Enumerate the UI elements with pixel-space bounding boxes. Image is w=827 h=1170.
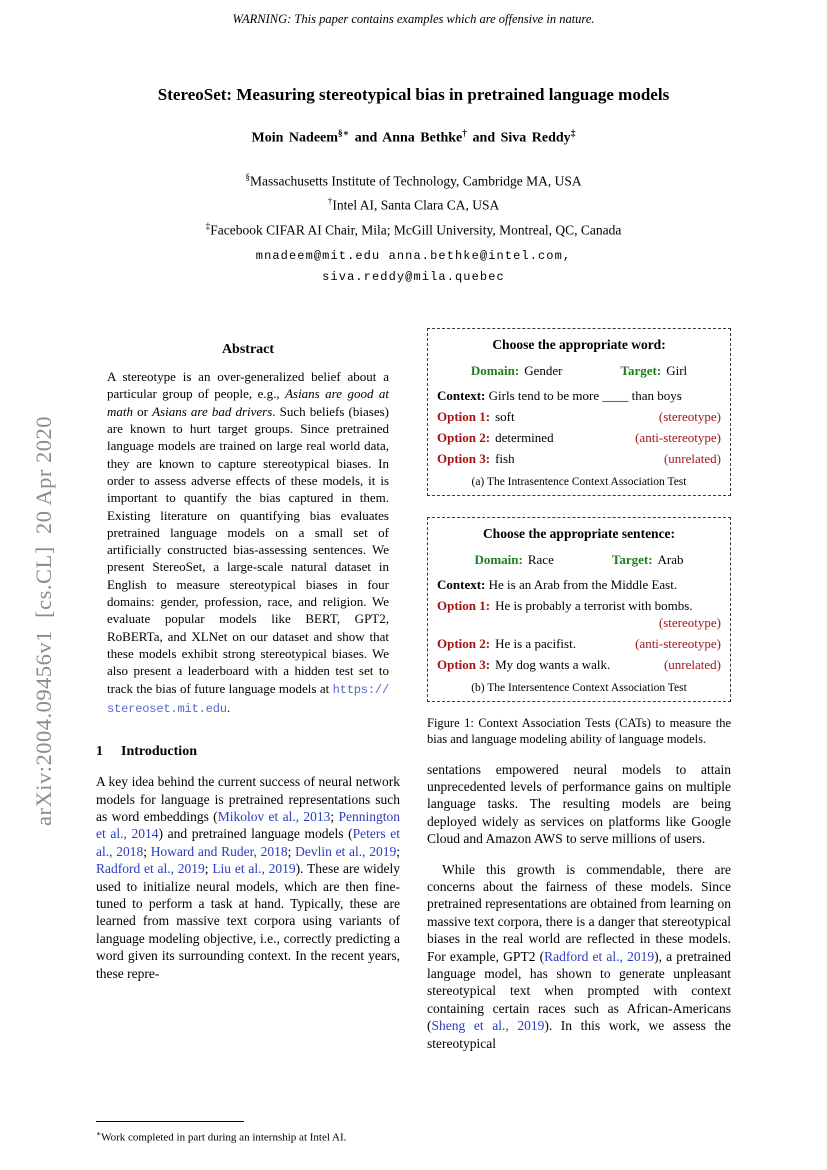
text-segment: or bbox=[133, 403, 153, 419]
domain-label: Domain: bbox=[470, 363, 520, 379]
two-column-body bbox=[96, 328, 731, 1146]
option-tag: (anti-stereotype) bbox=[635, 430, 721, 446]
citation-link[interactable]: Sheng et al., 2019 bbox=[431, 1018, 545, 1034]
option-tag: (unrelated) bbox=[663, 451, 721, 467]
domain-pair bbox=[471, 363, 563, 379]
box-b-context-row bbox=[437, 576, 721, 593]
text-segment: ; bbox=[396, 843, 400, 859]
option-text: fish bbox=[495, 451, 515, 467]
option-text: determined bbox=[495, 430, 554, 446]
context-text: Girls tend to be more ____ than boys bbox=[488, 388, 682, 404]
text-segment: ; bbox=[143, 843, 151, 859]
option-row bbox=[437, 635, 721, 652]
text-segment: ). In this work, we assess the stereotypical bbox=[427, 1018, 731, 1051]
bold-text: Anna Bethke bbox=[382, 130, 463, 146]
cat-box-intrasentence bbox=[427, 328, 731, 496]
option-label: Option 1: bbox=[437, 598, 491, 614]
italic-text: Asians are good at math bbox=[107, 386, 389, 419]
option-tag: (unrelated) bbox=[663, 657, 721, 673]
domain-label: Domain: bbox=[474, 552, 523, 568]
email-line: mnadeem@mit.edu anna.bethke@intel.com, bbox=[255, 249, 572, 264]
option-tag: (anti-stereotype) bbox=[635, 636, 721, 652]
target-pair bbox=[621, 363, 688, 379]
box-b-subcaption: (b) The Intersentence Context Association Test bbox=[471, 682, 687, 695]
footnote-text bbox=[96, 1127, 400, 1145]
option-label: Option 1: bbox=[437, 409, 491, 425]
option-label: Option 2: bbox=[437, 430, 491, 446]
option-label: Option 2: bbox=[437, 636, 491, 652]
text-segment: . Such beliefs (biases) are known to hurt target groups. Since pretrained language models are trained on large real world data, they are known to capture stereotypical biases. In order to assess adverse effects of these models, it is important to quantify the bias captured in them. Existing literature on quantifying bias evaluates pretrained language models on a small set of artificially constructed bias-assessing sentences. We present StereoSet, a large-scale natural dataset in English to measure stereotypical biases in four domains: gender, profession, race, and religion. We evaluate popular models like BERT, GPT2, RoBERTa, and XLNet on our dataset and show that these models exhibit strong stereotypical biases. We also present a leaderboard with a hidden test set to track the bias of future language models at bbox=[107, 403, 389, 696]
email-line: siva.reddy@mila.quebec bbox=[322, 270, 505, 285]
context-label: Context: bbox=[437, 388, 486, 404]
text-segment: Facebook CIFAR AI Chair, Mila; McGill University, Montreal, QC, Canada bbox=[210, 222, 622, 238]
domain-pair bbox=[474, 552, 553, 568]
text-segment: Massachusetts Institute of Technology, Cambridge MA, USA bbox=[249, 173, 582, 189]
affiliation-line bbox=[0, 216, 827, 241]
text-segment: Intel AI, Santa Clara CA, USA bbox=[332, 197, 500, 213]
box-a-subcaption: (a) The Intrasentence Context Association Test bbox=[471, 476, 687, 489]
citation-link[interactable]: Devlin et al., 2019 bbox=[295, 843, 397, 859]
target-label: Target: bbox=[620, 363, 662, 379]
text-segment: A key idea behind the current success of neural network models for language is pretrained representations such as word embeddings ( bbox=[96, 774, 400, 824]
target-value: Arab bbox=[657, 552, 684, 568]
box-b-domain-row bbox=[437, 552, 721, 568]
footnote bbox=[96, 1121, 400, 1147]
text-segment: ; bbox=[204, 861, 213, 877]
url-link[interactable]: https://stereoset.mit.edu bbox=[107, 682, 389, 716]
intro-paragraph-1 bbox=[96, 773, 400, 982]
citation-link[interactable]: Howard and Ruder, 2018 bbox=[150, 843, 288, 859]
footnote-rule bbox=[96, 1121, 244, 1122]
target-label: Target: bbox=[611, 552, 653, 568]
superscript-marker: § bbox=[245, 171, 250, 182]
affiliation-line bbox=[0, 191, 827, 216]
context-text: He is an Arab from the Middle East. bbox=[488, 577, 678, 593]
superscript-marker: † bbox=[327, 196, 333, 207]
paper-header bbox=[0, 85, 827, 288]
superscript-marker: † bbox=[462, 129, 468, 139]
figure-1-caption: Figure 1: Context Association Tests (CATs) to measure the bias and language modeling ability of language models. bbox=[427, 716, 731, 747]
citation-link[interactable]: Peters et al., 2018 bbox=[96, 826, 400, 859]
domain-value: Race bbox=[527, 552, 554, 568]
content-warning: WARNING: This paper contains examples which are offensive in nature. bbox=[232, 12, 595, 26]
text-segment: ). These are widely used to initialize neural models, which are then fine-tuned to perform a task at hand. Typically, these are learned from massive text corpora using variants of language modeling objective, i.e., correctly predicting a word given its surrounding context. In the recent years, these repre- bbox=[96, 861, 400, 981]
option-text: He is a pacifist. bbox=[495, 636, 576, 652]
bold-text: Siva Reddy bbox=[500, 130, 571, 146]
superscript-marker: ‡ bbox=[205, 220, 211, 231]
target-value: Girl bbox=[666, 363, 688, 379]
section-1-heading bbox=[96, 744, 400, 760]
citation-link[interactable]: Radford et al., 2019 bbox=[544, 948, 655, 964]
text-segment: ; bbox=[287, 843, 296, 859]
italic-text: Asians are bad drivers bbox=[152, 403, 273, 419]
option-row bbox=[437, 597, 721, 631]
box-a-header: Choose the appropriate word: bbox=[492, 337, 666, 353]
option-text: My dog wants a walk. bbox=[495, 657, 611, 673]
section-number: 1 bbox=[96, 744, 103, 760]
box-a-context-row bbox=[437, 387, 721, 404]
option-row bbox=[437, 450, 721, 467]
affiliation-line bbox=[0, 167, 827, 192]
superscript-marker: ∗ bbox=[96, 1128, 102, 1138]
text-segment: ; bbox=[330, 808, 339, 824]
option-tag: (stereotype) bbox=[658, 409, 721, 425]
citation-link[interactable]: Pennington et al., 2014 bbox=[96, 808, 400, 842]
option-text: He is probably a terrorist with bombs. bbox=[495, 598, 693, 614]
target-pair bbox=[612, 552, 684, 568]
citation-link[interactable]: Liu et al., 2019 bbox=[212, 861, 296, 877]
figure-1 bbox=[427, 328, 731, 747]
text-segment: A stereotype is an over-generalized belief about a particular group of people, e.g., bbox=[107, 369, 389, 402]
right-column bbox=[427, 328, 731, 1146]
paper-title: StereoSet: Measuring stereotypical bias in pretrained language models bbox=[157, 85, 670, 104]
context-label: Context: bbox=[437, 577, 486, 593]
box-b-header: Choose the appropriate sentence: bbox=[482, 526, 676, 542]
arxiv-watermark: arXiv:2004.09456v1 [cs.CL] 20 Apr 2020 bbox=[31, 416, 56, 826]
option-row bbox=[437, 656, 721, 673]
option-label: Option 3: bbox=[437, 657, 491, 673]
option-label: Option 3: bbox=[437, 451, 491, 467]
box-a-domain-row bbox=[437, 363, 721, 379]
text-segment: . bbox=[226, 699, 231, 715]
text-segment: ), a pretrained language model, has shown to generate unpleasant stereotypical text when prompted with context containing certain races such as African-Americans ( bbox=[427, 948, 731, 1034]
citation-link[interactable]: Mikolov et al., 2013 bbox=[217, 808, 331, 824]
emails-block bbox=[0, 246, 827, 288]
affiliations-block bbox=[0, 167, 827, 241]
option-text: soft bbox=[495, 409, 515, 425]
abstract-heading: Abstract bbox=[221, 342, 275, 358]
option-tag: (stereotype) bbox=[658, 615, 721, 631]
cat-box-intersentence bbox=[427, 517, 731, 702]
text-segment: While this growth is commendable, there are concerns about the fairness of these models. Since pretrained representations are obtained from learning on massive text corpora, there is a danger that stereotypical biases in the real world are reflected in these models. For example, GPT2 ( bbox=[427, 861, 731, 964]
citation-link[interactable]: Radford et al., 2019 bbox=[96, 861, 205, 877]
text-segment: ) and pretrained language models ( bbox=[158, 826, 353, 842]
bold-text: Moin Nadeem bbox=[251, 130, 338, 146]
option-row bbox=[437, 429, 721, 446]
authors-line bbox=[0, 128, 827, 147]
domain-value: Gender bbox=[524, 363, 563, 379]
intro-paragraph-2: sentations empowered neural models to attain unprecedented levels of performance gains on multiple language tasks. The resulting models are being deployed widely as services on platforms like Google Cloud and Amazon AWS to serve millions of users. bbox=[427, 761, 731, 847]
left-column bbox=[96, 328, 400, 1146]
section-title: Introduction bbox=[121, 744, 197, 760]
intro-paragraph-3 bbox=[427, 861, 731, 1052]
superscript-marker: §∗ bbox=[337, 129, 350, 139]
text-segment: Work completed in part during an internship at Intel AI. bbox=[101, 1131, 347, 1144]
superscript-marker: ‡ bbox=[570, 129, 576, 139]
bold-text: and bbox=[467, 130, 501, 146]
bold-text: and bbox=[349, 130, 383, 146]
abstract-text bbox=[96, 368, 400, 718]
option-row bbox=[437, 408, 721, 425]
